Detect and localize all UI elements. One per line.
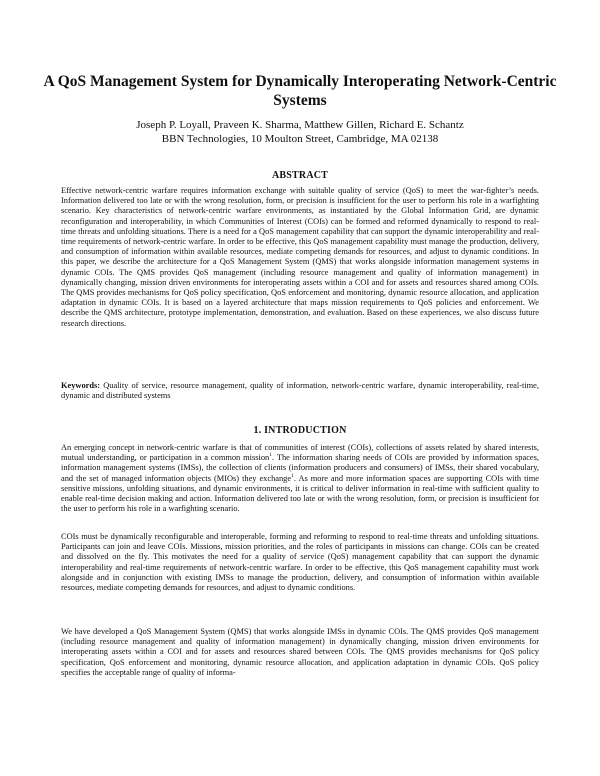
introduction-heading: 1. INTRODUCTION [253, 425, 347, 436]
paper-title: A QoS Management System for Dynamically Interoperating Network-Centric Systems [43, 73, 557, 109]
intro-p1-part-b: . The information sharing needs of COIs are provided by information spaces, information management systems (IMSs), the collection of clients (information producers and consumers) of IMSs, their shared vocabulary, and the set of managed information objects (MIOs) they exchange [61, 453, 539, 483]
introduction-paragraph-2: COIs must be dynamically reconfigurable and interoperable, forming and reforming to respond to real-time threats and unfolding situations. Participants can join and leave COIs. Missions, mission priorities, and the roles of participants in missions can change. COIs can be created and dissolved on the fly. This motivates the need for a quality of service (QoS) management capability that can support the dynamic interoperability and real-time requirements of network-centric warfare. In order to be effective, this QoS management capability must work alongside and in conjunction with existing IMSs to manage the production, delivery, and consumption of information within available resources, mediate competing demands for resources, and adjust to dynamic conditions. [61, 532, 539, 593]
introduction-paragraph-1 [61, 443, 539, 514]
introduction-paragraph-3: We have developed a QoS Management System (QMS) that works alongside IMSs in dynamic COIs. The QMS provides QoS management (including resource management and quality of information management) in dynamically changing, mission driven environments for interoperating assets within a COI and for assets and resources shared between COIs. The QMS provides mechanisms for QoS policy specification, QoS enforcement and monitoring, dynamic resource allocation, and application adaptation in dynamic COIs. QoS policy specifies the acceptable range of quality of informa- [61, 627, 539, 677]
intro-p1-part-a: An emerging concept in network-centric warfare is that of communities of interest (COIs), collections of assets related by shared interests, mutual understanding, or participation in a common mission [61, 443, 539, 463]
author-block [40, 118, 560, 146]
keywords-text: Quality of service, resource management, quality of information, network-centric warfare, dynamic interoperability, real-time, dynamic and distributed systems [61, 381, 539, 401]
abstract-heading: ABSTRACT [271, 170, 329, 181]
author-list: Joseph P. Loyall, Praveen K. Sharma, Matthew Gillen, Richard E. Schantz [136, 119, 464, 131]
footnote-ref-2: 1 [291, 472, 294, 479]
abstract-text: Effective network-centric warfare requires information exchange with suitable quality of service (QoS) to meet the war-fighter’s needs. Information delivered too late or with the wrong resolution, form, or precision is insufficient for the user to perform his role in a warfighting scenario. Key characteristics of network-centric warfare environments, as instantiated by the Global Information Grid, are dynamic reconfiguration and interoperability, in which Communities of Interest (COIs) can be formed and reformed dynamically to respond to real-time threats and unfolding situations. There is a need for a QoS management capability that can support the dynamic interoperability and real-time requirements of network-centric warfare. In order to be effective, this QoS management capability must manage the production, delivery, and consumption of information within available resources, mediate competing demands for resources, and adjust to dynamic conditions. In this paper, we describe the architecture for a QoS Management System (QMS) that works alongside information management systems in dynamic COIs. The QMS provides QoS management (including resource management and quality of information management) in dynamically changing, mission driven environments for interoperating assets within a COI and for assets and resources shared among COIs. The QMS provides mechanisms for QoS policy specification, QoS enforcement and monitoring, dynamic resource allocation, and application adaptation in dynamic COIs. It is based on a layered architecture that maps mission requirements to QoS policies and enforcement. We describe the QMS architecture, prototype implementation, demonstration, and evaluation. Based on these experiences, we also discuss future research directions. [61, 186, 539, 328]
footnote-ref-1: 1 [269, 452, 272, 459]
affiliation: BBN Technologies, 10 Moulton Street, Cambridge, MA 02138 [161, 133, 439, 145]
keywords-label: Keywords: [61, 381, 101, 390]
keywords-paragraph [61, 381, 539, 401]
intro-p1-part-c: . As more and more information spaces are supporting COIs with time sensitive missions, unfolding situations, and dynamic environments, it is critical to deliver information in real-time with sufficient quality to enable real-time decision making and action. Information delivered too late or with the wrong resolution, form, or precision is insufficient for the user to perform his role in a warfighting scenario. [61, 473, 539, 514]
